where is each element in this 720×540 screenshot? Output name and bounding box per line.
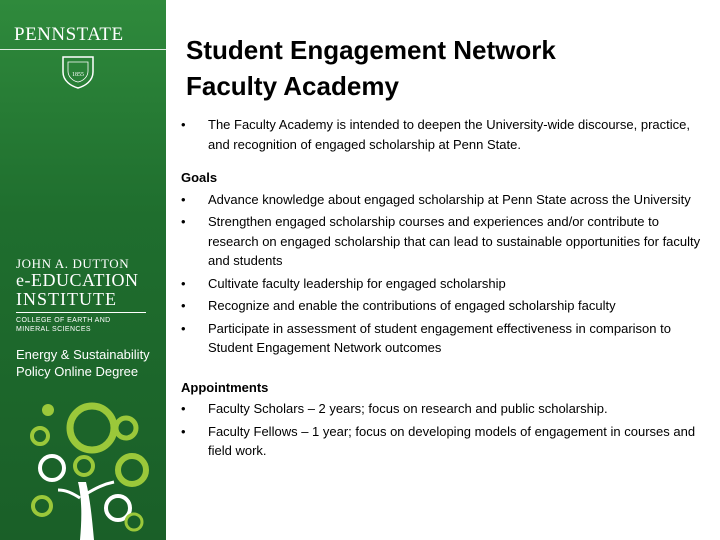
college-line1: COLLEGE OF EARTH AND bbox=[16, 317, 111, 324]
intro-bullet bbox=[181, 115, 701, 154]
bullet-glyph: • bbox=[181, 275, 186, 291]
goal-item bbox=[181, 296, 701, 316]
bullet-glyph: • bbox=[181, 320, 186, 336]
sidebar-divider bbox=[0, 49, 166, 50]
goal-text: Participate in assessment of student engagement effectiveness in comparison to Student Engagement Network outcomes bbox=[208, 320, 671, 355]
pennstate-wordmark: PENNSTATE bbox=[14, 24, 124, 45]
e-education-logo bbox=[16, 256, 161, 334]
bullet-glyph: • bbox=[181, 191, 186, 207]
goals-heading: Goals bbox=[181, 170, 218, 185]
appointment-item bbox=[181, 399, 701, 419]
bullet-glyph: • bbox=[181, 298, 186, 313]
bullet-glyph: • bbox=[181, 214, 186, 229]
bullet-glyph: • bbox=[181, 423, 186, 439]
slide-body bbox=[181, 115, 701, 464]
sidebar bbox=[0, 0, 166, 540]
title-line1: Student Engagement Network bbox=[186, 35, 556, 65]
appointment-text: Faculty Scholars – 2 years; focus on research and public scholarship. bbox=[208, 401, 608, 416]
goal-text: Cultivate faculty leadership for engaged scholarship bbox=[208, 275, 506, 291]
program-name bbox=[16, 346, 166, 380]
appointment-text: Faculty Fellows – 1 year; focus on developing models of engagement in courses and field work. bbox=[208, 423, 696, 458]
edu-line2: e-EDUCATION bbox=[16, 270, 139, 290]
bullet-glyph: • bbox=[181, 401, 186, 416]
program-line1: Energy & Sustainability bbox=[16, 347, 150, 362]
slide-title bbox=[186, 32, 706, 104]
appointment-item bbox=[181, 422, 701, 461]
edu-line3: INSTITUTE bbox=[16, 289, 117, 309]
bullet-glyph: • bbox=[181, 117, 186, 132]
goal-item bbox=[181, 274, 701, 294]
intro-text: The Faculty Academy is intended to deepen the University-wide discourse, practice, and recognition of engaged scholarship at Penn State. bbox=[208, 117, 690, 152]
program-line2: Policy Online Degree bbox=[16, 364, 139, 379]
goal-text: Strengthen engaged scholarship courses and experiences and/or contribute to research on engaged scholarship that can lead to sustainable opportunities for faculty and students bbox=[208, 214, 701, 268]
pennstate-shield-icon bbox=[60, 54, 96, 90]
goal-item bbox=[181, 190, 701, 210]
goal-item bbox=[181, 212, 701, 271]
edu-line1: JOHN A. DUTTON bbox=[16, 256, 130, 271]
goal-text: Advance knowledge about engaged scholarship at Penn State across the University bbox=[208, 191, 691, 207]
shield-year: 1855 bbox=[72, 72, 84, 78]
college-line2: MINERAL SCIENCES bbox=[16, 326, 91, 333]
goal-item bbox=[181, 319, 701, 358]
sustainability-tree-icon bbox=[22, 398, 152, 540]
edu-rule bbox=[16, 312, 146, 313]
goal-text: Recognize and enable the contributions of engaged scholarship faculty bbox=[208, 298, 616, 313]
title-line2: Faculty Academy bbox=[186, 71, 399, 101]
appointments-heading: Appointments bbox=[181, 379, 269, 395]
